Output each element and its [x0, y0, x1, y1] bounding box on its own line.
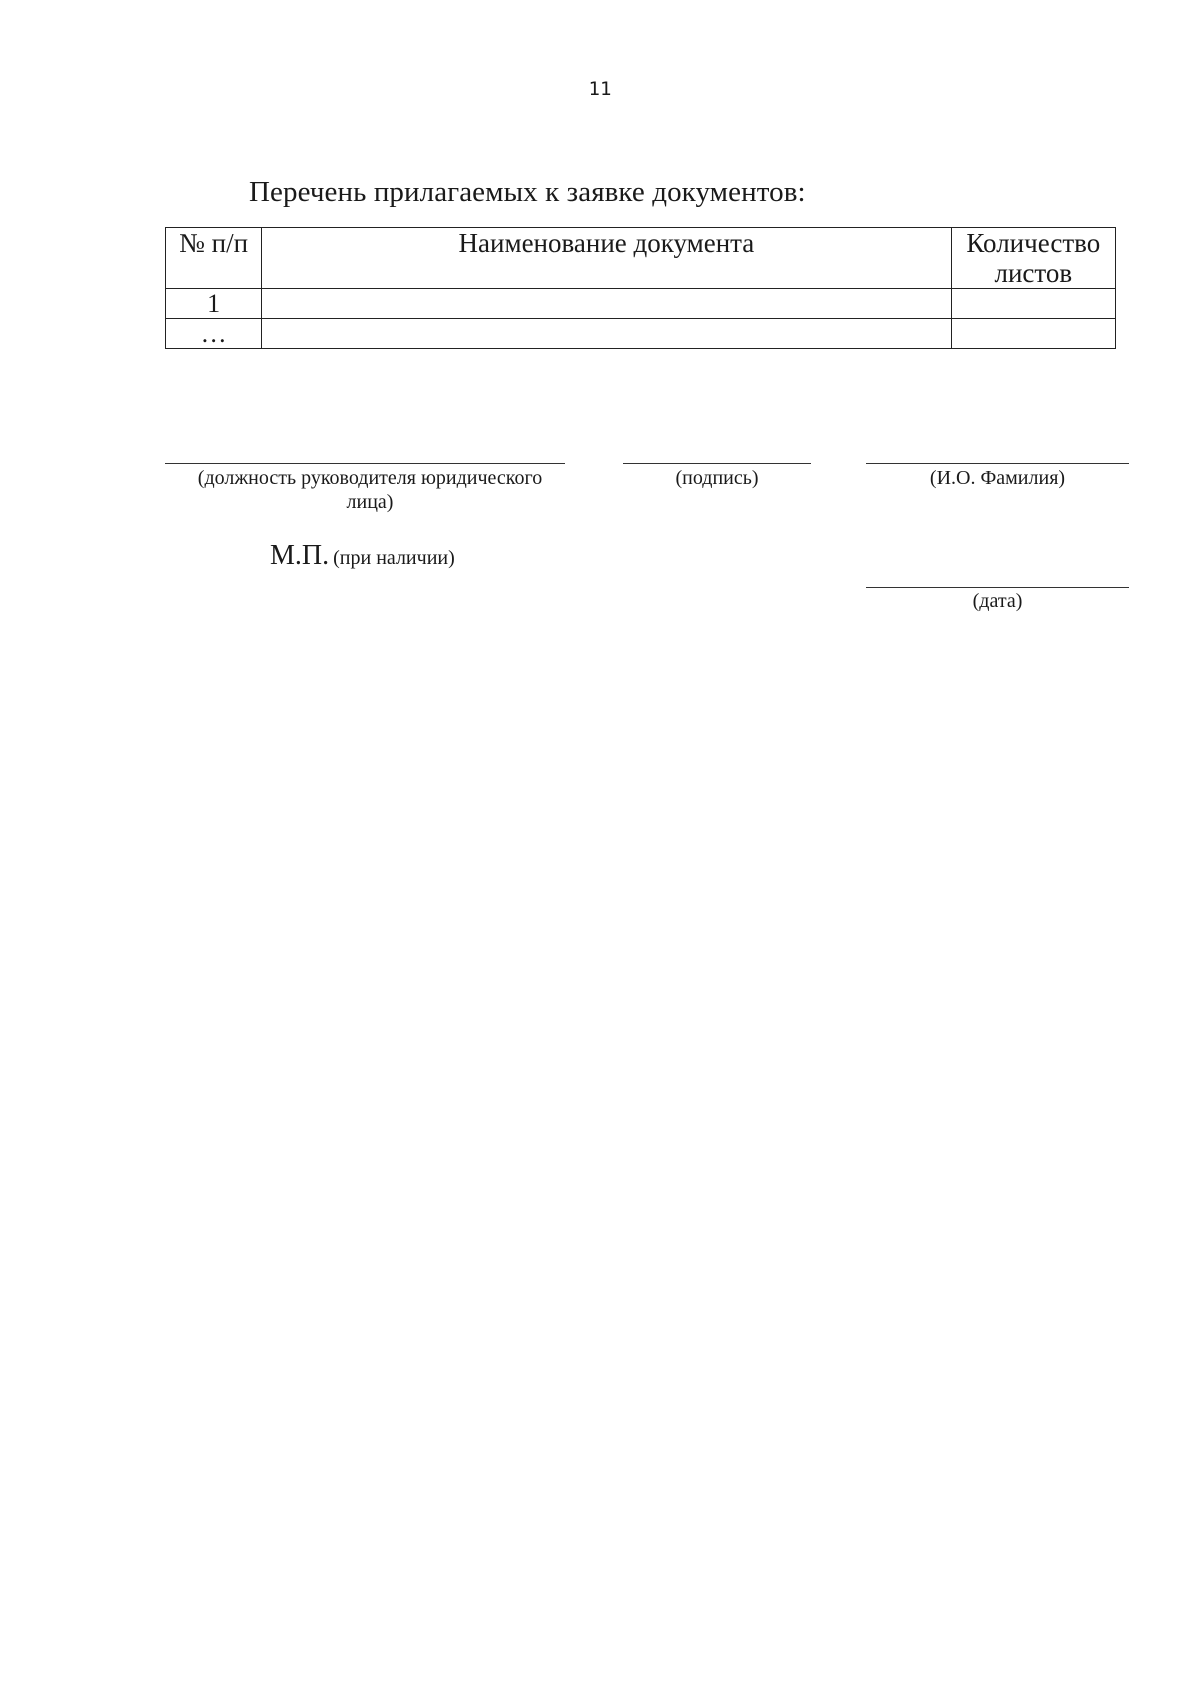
column-header-number: № п/п: [166, 228, 262, 289]
page-count-cell: [951, 289, 1115, 319]
stamp-place: [270, 540, 455, 572]
date-caption: (дата): [972, 590, 1023, 612]
signature-line: [623, 463, 811, 464]
documents-table: [165, 227, 1116, 349]
signature-caption: (подпись): [675, 467, 759, 489]
date-line: [866, 587, 1129, 588]
row-number-cell: …: [166, 319, 262, 349]
name-caption: (И.О. Фамилия): [929, 467, 1066, 489]
attached-documents-heading: Перечень прилагаемых к заявке документов:: [249, 176, 806, 208]
table-header-row: [166, 228, 1116, 289]
table-row: [166, 289, 1116, 319]
document-name-cell: [262, 289, 951, 319]
page-number: 11: [588, 78, 612, 100]
stamp-note: (при наличии): [333, 547, 455, 569]
column-header-page-count: Количество листов: [951, 228, 1115, 289]
table-row: [166, 319, 1116, 349]
page-count-cell: [951, 319, 1115, 349]
stamp-label: М.П.: [270, 540, 330, 571]
document-name-cell: [262, 319, 951, 349]
position-caption: (должность руководителя юридического лица): [197, 467, 543, 513]
name-signature-line: [866, 463, 1129, 464]
position-signature-line: [165, 463, 565, 464]
column-header-document-name: Наименование документа: [262, 228, 951, 289]
row-number-cell: 1: [166, 289, 262, 319]
